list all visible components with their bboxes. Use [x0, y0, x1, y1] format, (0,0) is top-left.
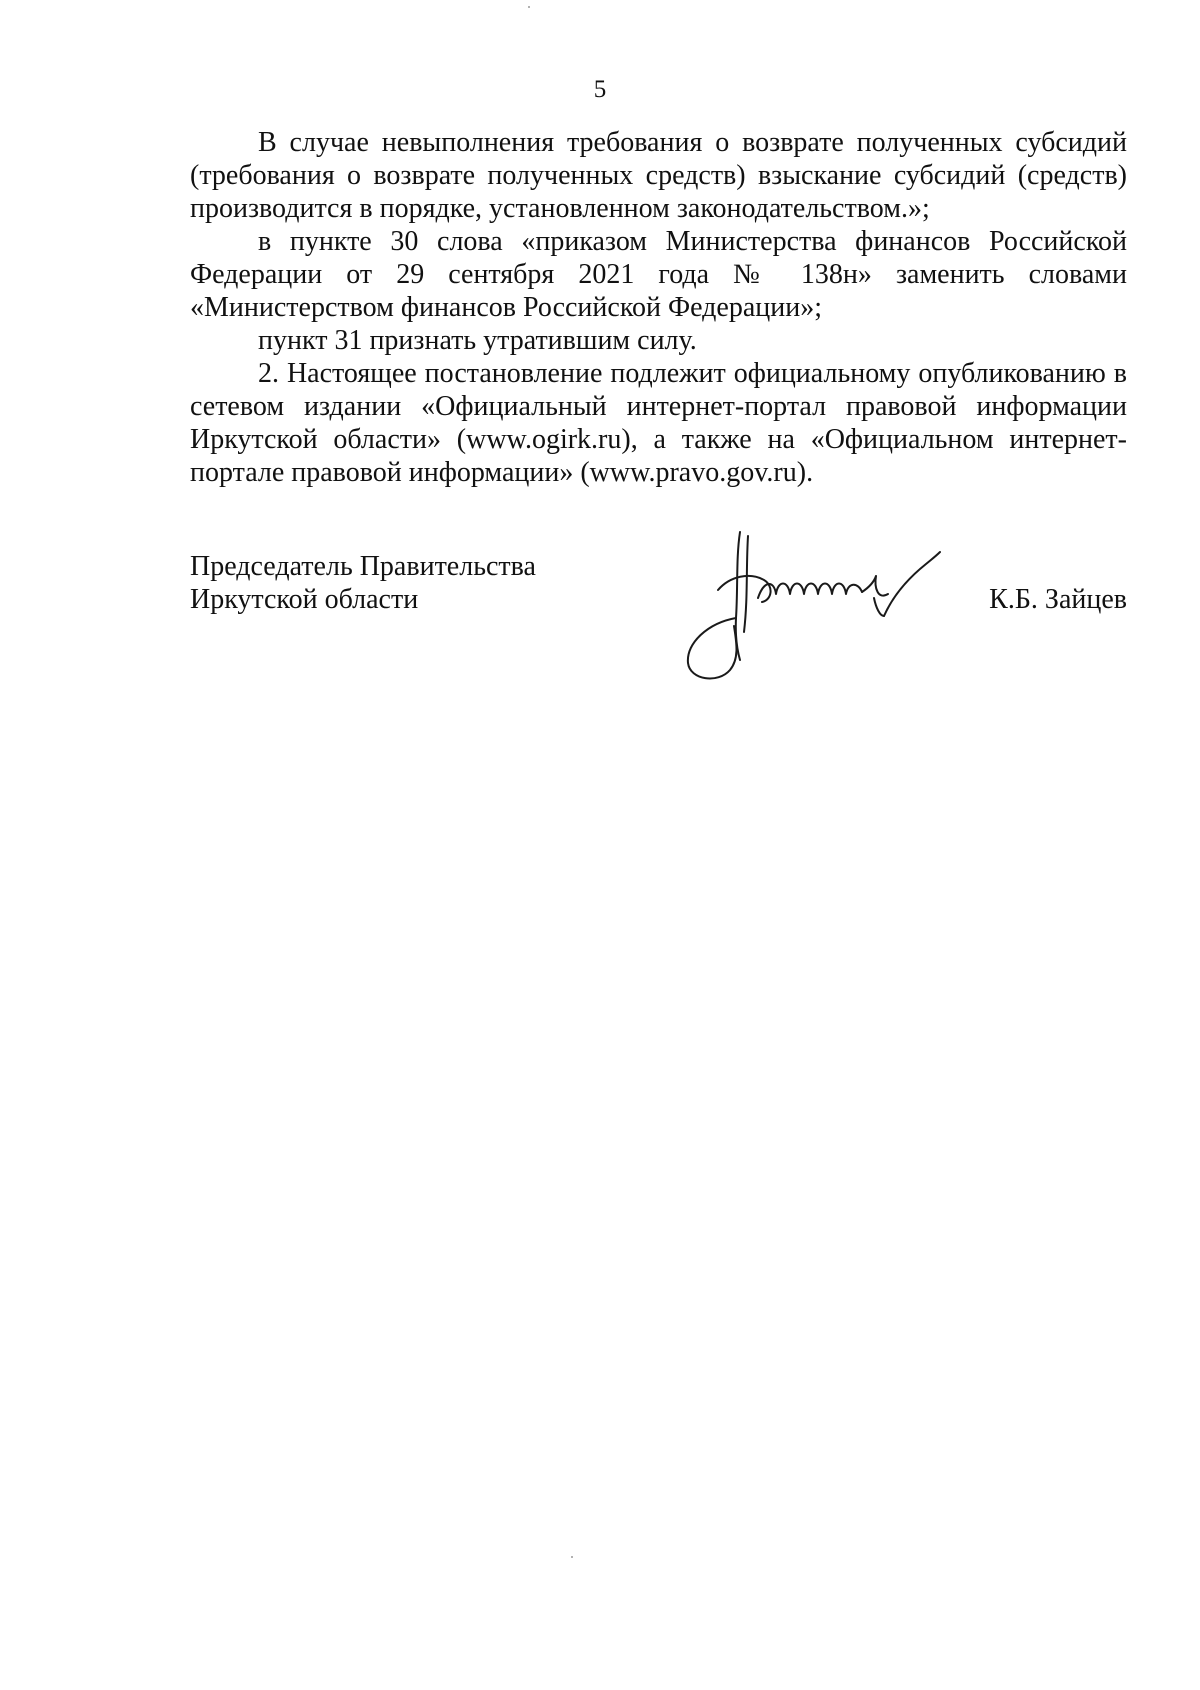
signer-title-line-1: Председатель Правительства: [190, 551, 536, 582]
paragraph-item-31: пункт 31 признать утратившим силу.: [258, 325, 697, 356]
paragraph-item-30: в пункте 30 слова «приказом Министерства финансов Российской Федерации от 29 сентября 2021 года № 138н» заменить словами «Министерством финансов Российской Федерации»;: [190, 226, 1127, 323]
paragraph-publication: 2. Настоящее постановление подлежит официальному опубликованию в сетевом издании «Официальный интернет-портал правовой информации Иркутской области» (www.ogirk.ru), а также на «Официальном интернет-портале правовой информации» (www.pravo.gov.ru).: [190, 358, 1127, 488]
signer-title: [190, 550, 610, 616]
page-number: 5: [593, 76, 607, 103]
scan-speck: [571, 1556, 573, 1558]
scan-speck: [528, 6, 530, 8]
signer-name: К.Б. Зайцев: [989, 584, 1127, 615]
signer-title-line-2: Иркутской области: [190, 584, 419, 615]
handwritten-signature: [678, 528, 948, 688]
document-body: [190, 126, 1127, 489]
paragraph-subsidy-return: В случае невыполнения требования о возврате полученных субсидий (требования о возврате полученных средств) взыскание субсидий (средств) производится в порядке, установленном законодательством.»;: [190, 127, 1127, 224]
signature-block: [190, 550, 1127, 680]
